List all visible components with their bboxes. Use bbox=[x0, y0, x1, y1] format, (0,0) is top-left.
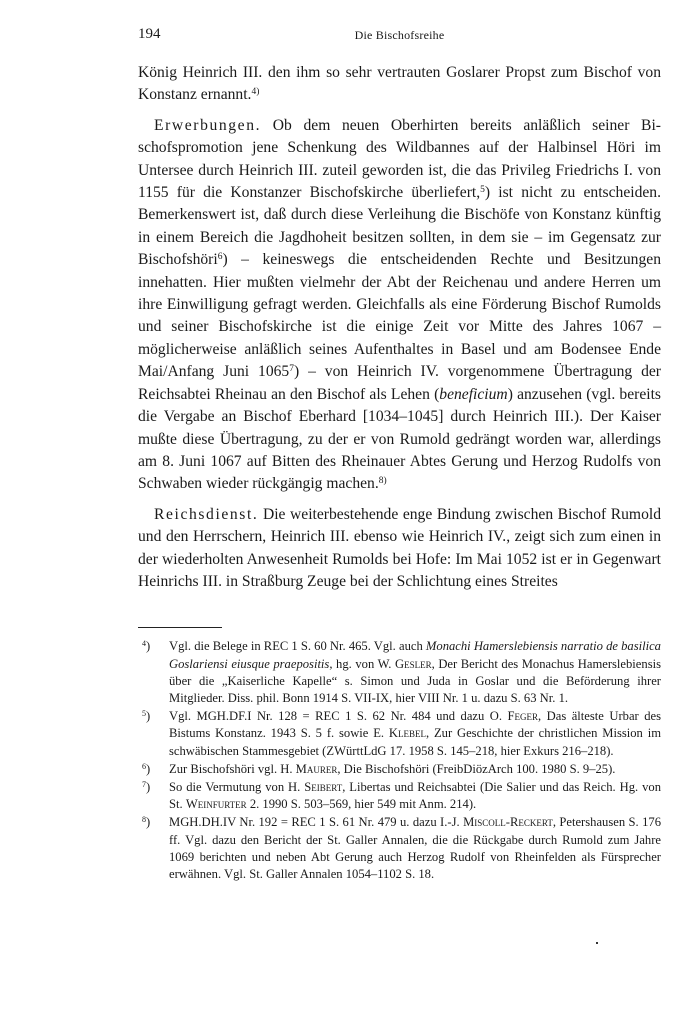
footnote-mark: $^5$) bbox=[142, 709, 151, 724]
scan-speck bbox=[596, 942, 598, 944]
page-header bbox=[138, 26, 661, 48]
footnote-ref: 6 bbox=[217, 252, 223, 263]
author-name: Weinfurter bbox=[185, 797, 247, 812]
footnote-7: $^7$) So die Vermutung von H. Seibert, Libertas und Reichsabtei (Die Salier und das Reich. Hg. von St. Weinfurter 2. 1990 S. 503–569, hier 549 mit Anm. 214). bbox=[142, 779, 661, 812]
paragraph-text: König Heinrich III. den ihm so sehr vertrauten Goslarer Propst zum Bischof von Konstanz ernannt. bbox=[138, 64, 661, 104]
paragraph-text: ) ist nicht zu entscheiden. Bemerkenswert ist, daß durch diese Verleihung die Bischöfe von Konstanz künftig in einem Bereich die Jagdhoheit besitzen sollten, in dem sie – im Gegensatz zur Bischofshöri bbox=[138, 184, 661, 269]
author-name: Feger bbox=[507, 709, 539, 724]
footnote-mark: $^6$) bbox=[142, 761, 151, 776]
section-heading-erwerbungen: Erwerbungen. bbox=[154, 116, 262, 134]
italic-title: Monachi Hamerslebiensis narratio de basilica Goslariensi eiusque praepositis, bbox=[169, 639, 661, 671]
book-page bbox=[138, 26, 661, 884]
footnote-5: $^5$) Vgl. MGH.DF.I Nr. 128 = REC 1 S. 62 Nr. 484 und dazu O. Feger, Das älteste Urbar des Bistums Konstanz. 1943 S. 5 f. sowie E. Klebel, Zur Geschichte der christlichen Mission im schwäbischen Stammesgebiet (ZWürttLdG 17. 1958 S. 145–218, hier Exkurs 216–218). bbox=[142, 709, 661, 758]
body-text bbox=[138, 62, 661, 593]
paragraph-reichsdienst bbox=[138, 504, 661, 594]
footnote-ref: 8) bbox=[378, 476, 387, 487]
page-number: 194 bbox=[138, 26, 161, 42]
paragraph-erwerbungen bbox=[138, 115, 661, 496]
author-name: Klebel bbox=[388, 726, 426, 741]
author-name: Maurer bbox=[295, 761, 338, 776]
footnote-ref: 7 bbox=[289, 364, 294, 375]
footnote-mark: $^4$) bbox=[142, 639, 151, 654]
paragraph-text: ) – keineswegs die entscheidenden Rechte und Besitzungen innehatten. Hier mußten vielmehr der Abt der Reichenau und andere Herren um ihre Einwilligung gefragt werden. Gleichfalls als eine Förderung Bischof Rumolds und seiner Bischofskirche ist die einige Zeit vor Mitte des Jahres 1067 – möglicherweise anläßlich seines Aufenthaltes in Basel und am Bodensee Ende Mai/Anfang Juni 1065 bbox=[138, 251, 661, 381]
footnote-mark: $^8$) bbox=[142, 815, 151, 830]
paragraph-text: Ob dem neuen Oberhirten bereits anläßlich seiner Bischofspromotion jene Schenkung des Wildbannes auf der Halbinsel Höri im Untersee durch Heinrich III. zuteil geworden ist, die das Privileg Friedrichs I. von 1155 für die Konstanzer Bischofskirche überliefert, bbox=[138, 116, 661, 202]
footnote-mark: $^7$) bbox=[142, 779, 151, 794]
footnotes bbox=[138, 638, 661, 883]
footnote-6: $^6$) Zur Bischofshöri vgl. H. Maurer, Die Bischofshöri (FreibDiözArch 100. 1980 S. 9–25). bbox=[138, 761, 661, 778]
paragraph-text: ) anzusehen (vgl. bereits die Vergabe an Bischof Eberhard [1034–1045] durch Heinrich III.). Der Kaiser mußte diese Übertragung, zu der er von Rumold gedrängt worden war, allerdings am 8. Juni 1067 auf Bitten des Rheinauer Abtes Gerung und Herzog Rudolfs von Schwaben wieder rückgängig machen. bbox=[138, 385, 661, 493]
section-heading-reichsdienst: Reichsdienst. bbox=[154, 505, 259, 523]
author-name: Seibert bbox=[304, 779, 343, 794]
running-head: Die Bischofsreihe bbox=[354, 28, 445, 42]
paragraph-continuation bbox=[138, 62, 661, 107]
footnote-ref: 4) bbox=[251, 87, 260, 98]
footnote-ref: 5 bbox=[480, 185, 485, 196]
footnote-4: $^4$) Vgl. die Belege in REC 1 S. 60 Nr. 465. Vgl. auch Monachi Hamerslebiensis narratio de basilica Goslariensi eiusque praepositis, hg. von W. Gesler, Der Bericht des Monachus Hamerslebiensis über die „Kaiserliche Kapelle“ s. Simon und Juda in Goslar und die Beförderung ihrer Mitglieder. Diss. phil. Bonn 1914 S. VII-IX, hier VIII Nr. 1 u. dazu S. 63 Nr. 1. bbox=[142, 639, 661, 705]
paragraph-text: Die weiterbestehende enge Bindung zwischen Bischof Rumold und den Herrschern, Heinrich III. ebenso wie Heinrich IV., zeigt sich zum einen in der wiederholten Anwesenheit Rumolds bei Hofe: Im Mai 1052 ist er in Gegenwart Heinrichs III. in Straßburg Zeuge bei der Schlichtung eines Streites bbox=[138, 505, 661, 590]
author-name: Miscoll-Reckert bbox=[463, 815, 553, 830]
italic-term: beneficium bbox=[439, 385, 508, 403]
author-name: Gesler bbox=[395, 656, 432, 671]
footnote-8: $^8$) MGH.DH.IV Nr. 192 = REC 1 S. 61 Nr. 479 u. dazu I.-J. Miscoll-Reckert, Petershausen S. 176 ff. Vgl. dazu den Bericht der St. Galler Annalen, die die Rückgabe durch Rumold zum Jahre 1069 berichten und neben Abt Gerung auch Herzog Rudolf von Rheinfelden als Fürsprecher erwähnen. Vgl. St. Galler Annalen 1054–1102 S. 18. bbox=[142, 815, 662, 881]
paragraph-text: ) – von Heinrich IV. vorgenommene Übertragung der Reichsabtei Rheinau an den Bischof als Lehen ( bbox=[138, 363, 662, 403]
footnote-divider bbox=[138, 627, 222, 628]
